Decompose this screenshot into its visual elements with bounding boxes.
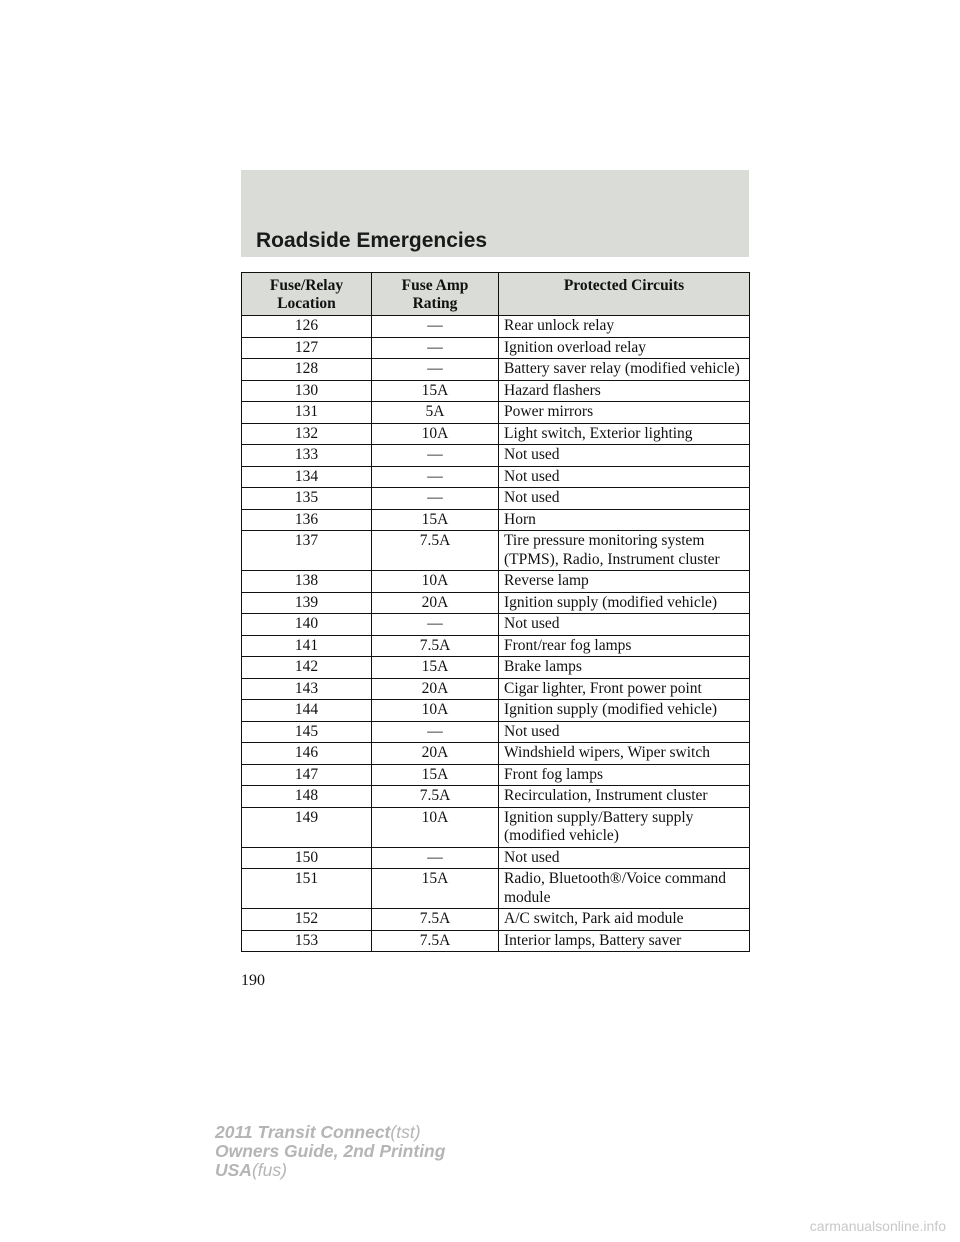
fuse-amp-cell: 15A <box>372 657 499 679</box>
footer-line-1: 2011 Transit Connect(tst) <box>215 1122 421 1142</box>
table-row <box>242 614 750 636</box>
fuse-location-cell: 149 <box>242 807 372 847</box>
fuse-location-cell: 126 <box>242 316 372 338</box>
fuse-amp-cell: 7.5A <box>372 786 499 808</box>
protected-circuits-cell: Rear unlock relay <box>499 316 750 338</box>
fuse-amp-cell: 7.5A <box>372 909 499 931</box>
column-header-location: Fuse/Relay Location <box>242 273 372 316</box>
protected-circuits-cell: Not used <box>499 445 750 467</box>
fuse-location-cell: 137 <box>242 531 372 571</box>
protected-circuits-cell: Cigar lighter, Front power point <box>499 678 750 700</box>
fuse-table-body <box>242 316 750 952</box>
fuse-amp-cell: — <box>372 614 499 636</box>
fuse-location-cell: 152 <box>242 909 372 931</box>
table-row <box>242 380 750 402</box>
protected-circuits-cell: Not used <box>499 614 750 636</box>
table-row <box>242 445 750 467</box>
fuse-location-cell: 127 <box>242 337 372 359</box>
protected-circuits-cell: Not used <box>499 466 750 488</box>
table-row <box>242 592 750 614</box>
table-row <box>242 488 750 510</box>
protected-circuits-cell: Light switch, Exterior lighting <box>499 423 750 445</box>
fuse-amp-cell: 15A <box>372 869 499 909</box>
fuse-location-cell: 132 <box>242 423 372 445</box>
fuse-location-cell: 140 <box>242 614 372 636</box>
protected-circuits-cell: Front fog lamps <box>499 764 750 786</box>
protected-circuits-cell: Reverse lamp <box>499 571 750 593</box>
fuse-location-cell: 131 <box>242 402 372 424</box>
fuse-amp-cell: — <box>372 488 499 510</box>
fuse-location-cell: 150 <box>242 847 372 869</box>
fuse-amp-cell: — <box>372 721 499 743</box>
column-header-protected-circuits: Protected Circuits <box>499 273 750 316</box>
fuse-amp-cell: — <box>372 337 499 359</box>
protected-circuits-cell: Windshield wipers, Wiper switch <box>499 743 750 765</box>
protected-circuits-cell: Interior lamps, Battery saver <box>499 930 750 952</box>
fuse-location-cell: 151 <box>242 869 372 909</box>
fuse-location-cell: 139 <box>242 592 372 614</box>
fuse-location-cell: 144 <box>242 700 372 722</box>
fuse-amp-cell: 7.5A <box>372 531 499 571</box>
protected-circuits-cell: A/C switch, Park aid module <box>499 909 750 931</box>
fuse-amp-cell: 15A <box>372 380 499 402</box>
table-row <box>242 764 750 786</box>
table-row <box>242 678 750 700</box>
footer-line-2: Owners Guide, 2nd Printing <box>215 1141 446 1161</box>
table-row <box>242 402 750 424</box>
protected-circuits-cell: Ignition overload relay <box>499 337 750 359</box>
table-row <box>242 571 750 593</box>
table-row <box>242 657 750 679</box>
table-row <box>242 847 750 869</box>
fuse-amp-cell: 20A <box>372 678 499 700</box>
table-row <box>242 509 750 531</box>
table-row <box>242 359 750 381</box>
fuse-amp-cell: 15A <box>372 764 499 786</box>
fuse-table <box>241 272 750 952</box>
table-row <box>242 531 750 571</box>
fuse-amp-cell: — <box>372 445 499 467</box>
table-row <box>242 423 750 445</box>
protected-circuits-cell: Brake lamps <box>499 657 750 679</box>
protected-circuits-cell: Recirculation, Instrument cluster <box>499 786 750 808</box>
section-title: Roadside Emergencies <box>256 229 488 252</box>
fuse-location-cell: 145 <box>242 721 372 743</box>
fuse-location-cell: 148 <box>242 786 372 808</box>
table-header-row <box>242 273 750 316</box>
footer-line-3: USA(fus) <box>215 1160 287 1180</box>
fuse-amp-cell: 10A <box>372 571 499 593</box>
fuse-amp-cell: 10A <box>372 700 499 722</box>
fuse-location-cell: 135 <box>242 488 372 510</box>
protected-circuits-cell: Not used <box>499 721 750 743</box>
fuse-amp-cell: 20A <box>372 592 499 614</box>
protected-circuits-cell: Ignition supply (modified vehicle) <box>499 700 750 722</box>
table-row <box>242 786 750 808</box>
fuse-amp-cell: 10A <box>372 807 499 847</box>
protected-circuits-cell: Not used <box>499 847 750 869</box>
table-row <box>242 635 750 657</box>
fuse-location-cell: 141 <box>242 635 372 657</box>
table-row <box>242 700 750 722</box>
table-row <box>242 909 750 931</box>
fuse-amp-cell: — <box>372 847 499 869</box>
fuse-amp-cell: — <box>372 316 499 338</box>
protected-circuits-cell: Ignition supply (modified vehicle) <box>499 592 750 614</box>
protected-circuits-cell: Not used <box>499 488 750 510</box>
table-row <box>242 743 750 765</box>
column-header-amp-rating: Fuse Amp Rating <box>372 273 499 316</box>
protected-circuits-cell: Tire pressure monitoring system (TPMS), Radio, Instrument cluster <box>499 531 750 571</box>
table-row <box>242 807 750 847</box>
protected-circuits-cell: Horn <box>499 509 750 531</box>
fuse-location-cell: 130 <box>242 380 372 402</box>
fuse-amp-cell: 7.5A <box>372 635 499 657</box>
table-row <box>242 930 750 952</box>
document-footer <box>215 1123 445 1180</box>
fuse-location-cell: 147 <box>242 764 372 786</box>
fuse-location-cell: 133 <box>242 445 372 467</box>
fuse-location-cell: 138 <box>242 571 372 593</box>
fuse-amp-cell: 10A <box>372 423 499 445</box>
fuse-location-cell: 134 <box>242 466 372 488</box>
fuse-amp-cell: 7.5A <box>372 930 499 952</box>
table-row <box>242 721 750 743</box>
fuse-amp-cell: 5A <box>372 402 499 424</box>
table-row <box>242 316 750 338</box>
protected-circuits-cell: Power mirrors <box>499 402 750 424</box>
fuse-location-cell: 143 <box>242 678 372 700</box>
fuse-location-cell: 142 <box>242 657 372 679</box>
fuse-amp-cell: — <box>372 359 499 381</box>
fuse-location-cell: 153 <box>242 930 372 952</box>
protected-circuits-cell: Ignition supply/Battery supply (modified vehicle) <box>499 807 750 847</box>
fuse-location-cell: 128 <box>242 359 372 381</box>
fuse-location-cell: 136 <box>242 509 372 531</box>
table-row <box>242 466 750 488</box>
table-row <box>242 337 750 359</box>
protected-circuits-cell: Front/rear fog lamps <box>499 635 750 657</box>
fuse-amp-cell: — <box>372 466 499 488</box>
table-row <box>242 869 750 909</box>
fuse-amp-cell: 15A <box>372 509 499 531</box>
fuse-amp-cell: 20A <box>372 743 499 765</box>
protected-circuits-cell: Hazard flashers <box>499 380 750 402</box>
watermark-link[interactable]: carmanualsonline.info <box>809 1218 946 1234</box>
protected-circuits-cell: Battery saver relay (modified vehicle) <box>499 359 750 381</box>
page-number: 190 <box>241 972 265 989</box>
fuse-location-cell: 146 <box>242 743 372 765</box>
protected-circuits-cell: Radio, Bluetooth®/Voice command module <box>499 869 750 909</box>
